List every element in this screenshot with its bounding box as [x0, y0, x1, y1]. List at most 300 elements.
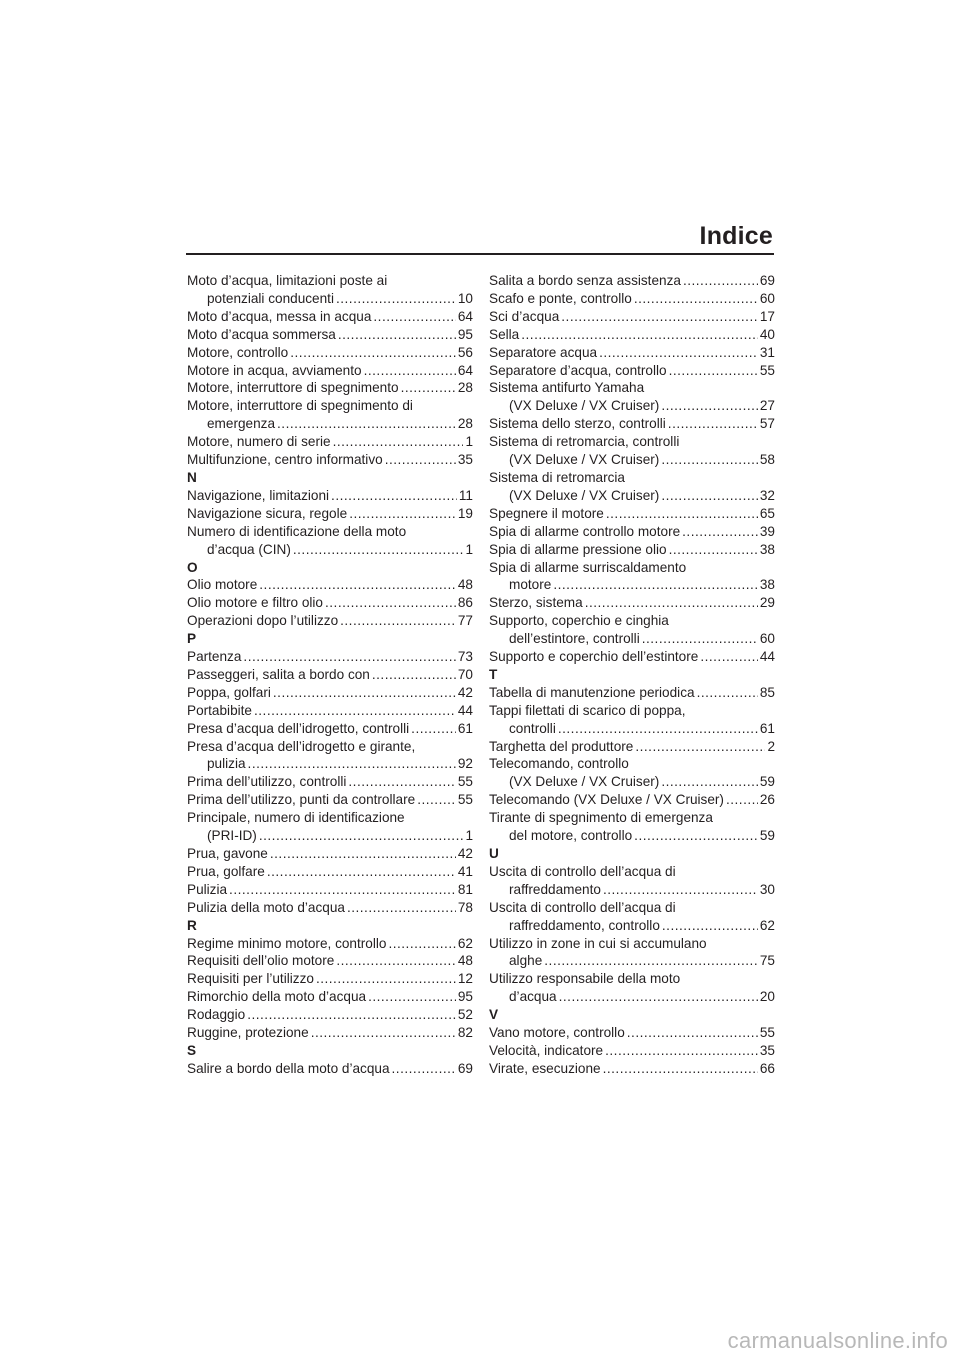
index-entry-text: Partenza	[187, 649, 242, 665]
dot-leader	[316, 970, 456, 988]
index-entry	[489, 809, 775, 845]
index-entry-term	[489, 505, 775, 523]
dot-leader	[385, 451, 456, 469]
index-entry-term	[187, 684, 473, 702]
index-entry-continuation	[187, 541, 473, 559]
index-page-number: 59	[759, 828, 775, 844]
index-entry	[187, 487, 473, 505]
dot-leader	[388, 935, 455, 953]
dot-leader	[348, 773, 455, 791]
index-page-number: 38	[759, 541, 775, 557]
index-page-number: 26	[759, 792, 775, 808]
index-entry-continuation	[187, 827, 473, 845]
index-entry	[187, 666, 473, 684]
index-entry	[187, 397, 473, 433]
index-page-number: 30	[759, 881, 775, 897]
dot-leader	[347, 899, 456, 917]
index-entry-term	[489, 523, 775, 541]
index-entry-term	[489, 970, 775, 988]
index-entry-continuation	[187, 290, 473, 308]
index-entry-term	[187, 326, 473, 344]
index-column-right	[489, 272, 775, 1078]
index-entry-text: Tabella di manutenzione periodica	[489, 684, 695, 700]
index-entry-term	[187, 791, 473, 809]
dot-leader	[634, 290, 758, 308]
index-entry	[187, 594, 473, 612]
index-entry-term	[187, 1006, 473, 1024]
index-entry-text: Multifunzione, centro informativo	[187, 452, 383, 468]
index-page-number: 81	[457, 881, 473, 897]
index-entry-term	[187, 935, 473, 953]
index-page-number: 56	[457, 344, 473, 360]
index-entry	[489, 684, 775, 702]
index-entry	[187, 845, 473, 863]
dot-leader	[368, 988, 456, 1006]
dot-leader	[661, 397, 758, 415]
index-entry-text: Moto d’acqua, limitazioni poste ai	[187, 273, 388, 288]
index-entry	[489, 505, 775, 523]
index-entry-term	[187, 952, 473, 970]
index-entry-term	[489, 326, 775, 344]
index-entry-continuation	[489, 397, 775, 415]
dot-leader	[553, 576, 758, 594]
index-entry-text: (VX Deluxe / VX Cruiser)	[509, 398, 660, 414]
index-entry-term	[489, 684, 775, 702]
index-entry-term	[187, 666, 473, 684]
page-title: Indice	[699, 222, 773, 250]
index-entry-text: pulizia	[207, 756, 246, 772]
index-entry-text: Pulizia	[187, 881, 228, 897]
index-entry-text: Rodaggio	[187, 1007, 246, 1023]
index-column-left	[187, 272, 473, 1078]
index-page-number: 39	[759, 523, 775, 539]
index-entry	[187, 451, 473, 469]
dot-leader	[417, 791, 456, 809]
index-entry-text: Spegnere il motore	[489, 505, 604, 521]
index-page-number: 35	[457, 452, 473, 468]
index-entry-term	[187, 505, 473, 523]
index-section-letter: R	[187, 917, 197, 933]
dot-leader	[336, 952, 456, 970]
index-entry-term	[489, 702, 775, 720]
index-entry	[489, 523, 775, 541]
index-entry-term	[187, 362, 473, 380]
index-entry	[187, 1024, 473, 1042]
index-entry-text: Separatore d’acqua, controllo	[489, 362, 667, 378]
index-page-number: 70	[457, 666, 473, 682]
index-entry	[489, 1024, 775, 1042]
dot-leader	[349, 505, 456, 523]
index-entry-text: Rimorchio della moto d’acqua	[187, 989, 367, 1005]
index-entry-term	[489, 559, 775, 577]
index-entry-text: Prua, golfare	[187, 863, 265, 879]
dot-leader	[634, 827, 758, 845]
index-page-number: 57	[759, 416, 775, 432]
index-entry-text: Numero di identificazione della moto	[187, 523, 407, 539]
dot-leader	[340, 612, 456, 630]
dot-leader	[259, 827, 464, 845]
index-entry-term	[489, 344, 775, 362]
index-page-number: 27	[759, 398, 775, 414]
index-entry-term	[187, 594, 473, 612]
index-page-number: 42	[457, 846, 473, 861]
dot-leader	[669, 362, 758, 380]
index-entry-term	[187, 773, 473, 791]
index-entry-text: Poppa, golfari	[187, 684, 271, 700]
index-entry	[187, 505, 473, 523]
dot-leader	[603, 1060, 758, 1078]
index-entry-continuation	[489, 881, 775, 899]
index-entry-text: Targhetta del produttore	[489, 738, 634, 754]
index-entry	[489, 469, 775, 505]
index-entry-text: Prima dell’utilizzo, controlli	[187, 774, 347, 790]
dot-leader	[290, 344, 456, 362]
index-page-number: 62	[759, 917, 775, 933]
dot-leader	[254, 702, 456, 720]
index-entry-term	[187, 487, 473, 505]
index-section-letter: U	[489, 846, 499, 861]
dot-leader	[247, 1006, 456, 1024]
index-page-number: 38	[759, 577, 775, 593]
dot-leader	[627, 1024, 758, 1042]
index-entry	[187, 308, 473, 326]
index-entry	[489, 344, 775, 362]
index-page-number: 2	[767, 738, 775, 754]
index-entry-continuation	[489, 988, 775, 1006]
index-entry-text: Salita a bordo senza assistenza	[489, 273, 681, 288]
index-entry-term	[489, 290, 775, 308]
index-entry	[187, 881, 473, 899]
index-page-number: 58	[759, 452, 775, 468]
index-entry-term	[187, 576, 473, 594]
index-entry-text: Velocità, indicatore	[489, 1042, 604, 1058]
index-entry-term	[187, 845, 473, 863]
index-entry-term	[187, 397, 473, 415]
index-entry-text: Presa d’acqua dell’idrogetto, controlli	[187, 720, 410, 736]
index-entry-text: Prima dell’utilizzo, punti da controllare	[187, 792, 416, 808]
index-entry-text: Presa d’acqua dell’idrogetto e girante,	[187, 738, 416, 754]
index-entry-term	[489, 738, 775, 756]
index-entry	[489, 433, 775, 469]
index-entry-term	[489, 308, 775, 326]
dot-leader	[373, 308, 455, 326]
index-entry-text: Supporto e coperchio dell’estintore	[489, 649, 699, 665]
index-entry	[187, 612, 473, 630]
index-page-number: 41	[457, 863, 473, 879]
index-entry-text: Principale, numero di identificazione	[187, 810, 405, 826]
index-entry-text: raffreddamento, controllo	[509, 917, 660, 933]
index-page-number: 77	[457, 613, 473, 629]
dot-leader	[661, 487, 758, 505]
index-entry-text: Vano motore, controllo	[489, 1025, 625, 1041]
index-page-number: 20	[759, 989, 775, 1005]
index-page-number: 55	[759, 362, 775, 378]
index-entry-text: Navigazione, limitazioni	[187, 487, 330, 503]
index-page-number: 61	[759, 720, 775, 736]
index-entry-continuation	[489, 827, 775, 845]
index-entry	[489, 308, 775, 326]
index-entry-text: Utilizzo responsabile della moto	[489, 971, 681, 987]
index-entry	[489, 379, 775, 415]
index-entry	[187, 702, 473, 720]
index-entry-text: Ruggine, protezione	[187, 1025, 309, 1041]
index-page-number: 19	[457, 505, 473, 521]
index-entry	[187, 1006, 473, 1024]
dot-leader	[364, 362, 456, 380]
index-section-letter: P	[187, 631, 197, 647]
index-entry-term	[489, 935, 775, 953]
dot-leader	[401, 379, 456, 397]
index-page-number: 64	[457, 308, 473, 324]
dot-leader	[561, 308, 758, 326]
index-section-letter: V	[489, 1007, 499, 1023]
index-entry-text: Scafo e ponte, controllo	[489, 290, 632, 306]
index-entry-term	[187, 988, 473, 1006]
dot-leader	[311, 1024, 456, 1042]
index-entry-continuation	[489, 720, 775, 738]
dot-leader	[259, 576, 456, 594]
index-page-number: 32	[759, 487, 775, 503]
index-entry-text: Moto d’acqua, messa in acqua	[187, 308, 372, 324]
index-entry-text: Sistema di retromarcia	[489, 469, 625, 485]
index-page-number: 28	[457, 380, 473, 396]
index-entry	[489, 594, 775, 612]
dot-leader	[521, 326, 758, 344]
index-entry	[489, 1042, 775, 1060]
index-entry	[489, 541, 775, 559]
index-entry-term	[489, 433, 775, 451]
dot-leader	[248, 755, 456, 773]
index-entry-text: Spia di allarme surriscaldamento	[489, 559, 687, 575]
index-entry-text: Requisiti dell’olio motore	[187, 953, 335, 969]
index-entry-text: Sella	[489, 326, 520, 342]
index-entry-text: Moto d’acqua sommersa	[187, 326, 336, 342]
index-entry	[489, 863, 775, 899]
index-entry-term	[489, 899, 775, 917]
index-entry-text: Telecomando, controllo	[489, 756, 629, 772]
index-entry-term	[187, 308, 473, 326]
dot-leader	[372, 666, 456, 684]
index-entry-text: Spia di allarme controllo motore	[489, 523, 681, 539]
index-entry-text: Pulizia della moto d’acqua	[187, 899, 345, 915]
index-entry	[489, 559, 775, 595]
index-entry-term	[187, 702, 473, 720]
title-divider	[186, 253, 774, 255]
index-section-letter: N	[187, 469, 197, 485]
index-page-number: 59	[759, 774, 775, 790]
index-entry-text: Olio motore e filtro olio	[187, 595, 323, 611]
index-page-number: 55	[457, 792, 473, 808]
index-page-number: 60	[759, 290, 775, 306]
dot-leader	[700, 648, 758, 666]
index-page-number: 42	[457, 684, 473, 700]
index-entry-text: Requisiti per l’utilizzo	[187, 971, 314, 987]
index-entry-text: emergenza	[207, 416, 276, 432]
index-page-number: 52	[457, 1007, 473, 1023]
index-entry-term	[187, 809, 473, 827]
index-entry-text: Tappi filettati di scarico di poppa,	[489, 702, 686, 718]
index-entry-term	[489, 594, 775, 612]
index-entry-term	[489, 1060, 775, 1078]
index-entry	[187, 738, 473, 774]
index-entry-text: Regime minimo motore, controllo	[187, 935, 387, 951]
index-page-number: 85	[759, 684, 775, 700]
dot-leader	[669, 541, 758, 559]
index-entry	[489, 738, 775, 756]
index-entry	[489, 290, 775, 308]
index-entry-text: Sistema antifurto Yamaha	[489, 380, 645, 396]
index-entry-text: Supporto, coperchio e cinghia	[489, 613, 669, 629]
index-entry-text: Spia di allarme pressione olio	[489, 541, 667, 557]
index-entry-continuation	[489, 630, 775, 648]
index-entry-term	[489, 755, 775, 773]
index-entry	[489, 899, 775, 935]
index-entry	[187, 362, 473, 380]
index-page-number: 29	[759, 595, 775, 611]
index-entry-term	[187, 1024, 473, 1042]
index-page-number: 48	[457, 577, 473, 593]
index-entry-text: Sistema dello sterzo, controlli	[489, 416, 666, 432]
index-entry	[187, 433, 473, 451]
index-entry	[187, 576, 473, 594]
index-page-number: 82	[457, 1025, 473, 1041]
watermark-text: carmanualsonline.info	[727, 1328, 948, 1353]
index-entry-text: potenziali conducenti	[207, 290, 334, 306]
index-entry	[187, 272, 473, 308]
index-page-number: 65	[759, 505, 775, 521]
index-entry-text: Motore, controllo	[187, 344, 289, 360]
index-entry	[187, 791, 473, 809]
index-entry-text: Uscita di controllo dell’acqua di	[489, 899, 676, 915]
index-entry-term	[187, 523, 473, 541]
index-entry-text: alghe	[509, 953, 543, 969]
index-entry	[187, 684, 473, 702]
index-entry-text: Navigazione sicura, regole	[187, 505, 348, 521]
index-entry-term	[187, 379, 473, 397]
index-entry	[187, 970, 473, 988]
index-entry-text: controlli	[509, 720, 556, 736]
index-entry-continuation	[489, 917, 775, 935]
index-page-number: 55	[759, 1025, 775, 1041]
index-entry-term	[489, 791, 775, 809]
index-entry	[187, 773, 473, 791]
dot-leader	[277, 415, 456, 433]
dot-leader	[606, 505, 758, 523]
index-entry-term	[187, 648, 473, 666]
dot-leader	[331, 487, 457, 505]
index-entry	[187, 809, 473, 845]
index-entry-term	[187, 738, 473, 756]
index-entry-text: Sterzo, sistema	[489, 595, 583, 611]
dot-leader	[599, 344, 758, 362]
index-entry-term	[489, 1042, 775, 1060]
index-page-number: 64	[457, 362, 473, 378]
index-entry	[489, 326, 775, 344]
dot-leader	[293, 541, 464, 559]
index-page-number: 95	[457, 989, 473, 1005]
dot-leader	[559, 988, 758, 1006]
dot-leader	[411, 720, 456, 738]
dot-leader	[544, 952, 758, 970]
index-entry	[489, 415, 775, 433]
index-entry-continuation	[489, 451, 775, 469]
dot-leader	[683, 272, 758, 290]
index-entry-text: Salire a bordo della moto d’acqua	[187, 1060, 390, 1076]
index-entry-term	[187, 433, 473, 451]
index-entry	[489, 935, 775, 971]
dot-leader	[661, 773, 758, 791]
dot-leader	[668, 415, 758, 433]
index-entry-text: Separatore acqua	[489, 344, 598, 360]
dot-leader	[325, 594, 456, 612]
index-page-number: 66	[759, 1060, 775, 1076]
index-entry	[489, 1060, 775, 1078]
index-entry-text: Sci d’acqua	[489, 308, 560, 324]
dot-leader	[661, 451, 758, 469]
index-page-number: 1	[465, 434, 473, 450]
index-entry	[489, 612, 775, 648]
index-entry-term	[187, 272, 473, 290]
index-entry-term	[489, 469, 775, 487]
index-entry-text: Motore in acqua, avviamento	[187, 362, 362, 378]
index-section-letter: S	[187, 1042, 197, 1058]
index-page-number: 10	[457, 290, 473, 306]
index-entry-term	[187, 863, 473, 881]
index-entry-text: Motore, interruttore di spegnimento di	[187, 398, 413, 414]
index-entry-term	[489, 541, 775, 559]
index-entry-term	[187, 970, 473, 988]
index-entry	[187, 523, 473, 559]
index-page-number: 31	[759, 344, 775, 360]
dot-leader	[336, 290, 456, 308]
index-entry	[187, 648, 473, 666]
index-entry-term	[489, 863, 775, 881]
index-page-number: 44	[457, 702, 473, 718]
index-entry-term	[187, 344, 473, 362]
dot-leader	[605, 1042, 758, 1060]
index-entry	[187, 899, 473, 917]
dot-leader	[392, 1060, 456, 1078]
index-page-number: 28	[457, 416, 473, 432]
index-page-number: 12	[457, 971, 473, 987]
index-section-letter: T	[489, 666, 498, 682]
index-entry-term	[187, 1060, 473, 1078]
index-page-number: 95	[457, 326, 473, 342]
index-entry-continuation	[489, 576, 775, 594]
dot-leader	[585, 594, 758, 612]
index-entry	[187, 326, 473, 344]
index-page-number: 11	[458, 487, 473, 503]
index-page-number: 17	[759, 308, 775, 324]
index-entry-text: Uscita di controllo dell’acqua di	[489, 863, 676, 879]
index-entry-text: Portabibite	[187, 702, 252, 718]
dot-leader	[697, 684, 758, 702]
index-page-number: 44	[759, 649, 775, 665]
dot-leader	[635, 738, 765, 756]
dot-leader	[682, 523, 758, 541]
index-entry	[489, 791, 775, 809]
index-entry	[187, 720, 473, 738]
index-entry-text: (VX Deluxe / VX Cruiser)	[509, 487, 660, 503]
index-page-number: 69	[457, 1060, 473, 1076]
index-entry	[187, 935, 473, 953]
dot-leader	[603, 881, 758, 899]
index-entry-text: Olio motore	[187, 577, 258, 593]
index-entry-text: Motore, numero di serie	[187, 434, 331, 450]
index-entry-term	[489, 415, 775, 433]
index-entry	[187, 379, 473, 397]
index-entry	[489, 362, 775, 380]
